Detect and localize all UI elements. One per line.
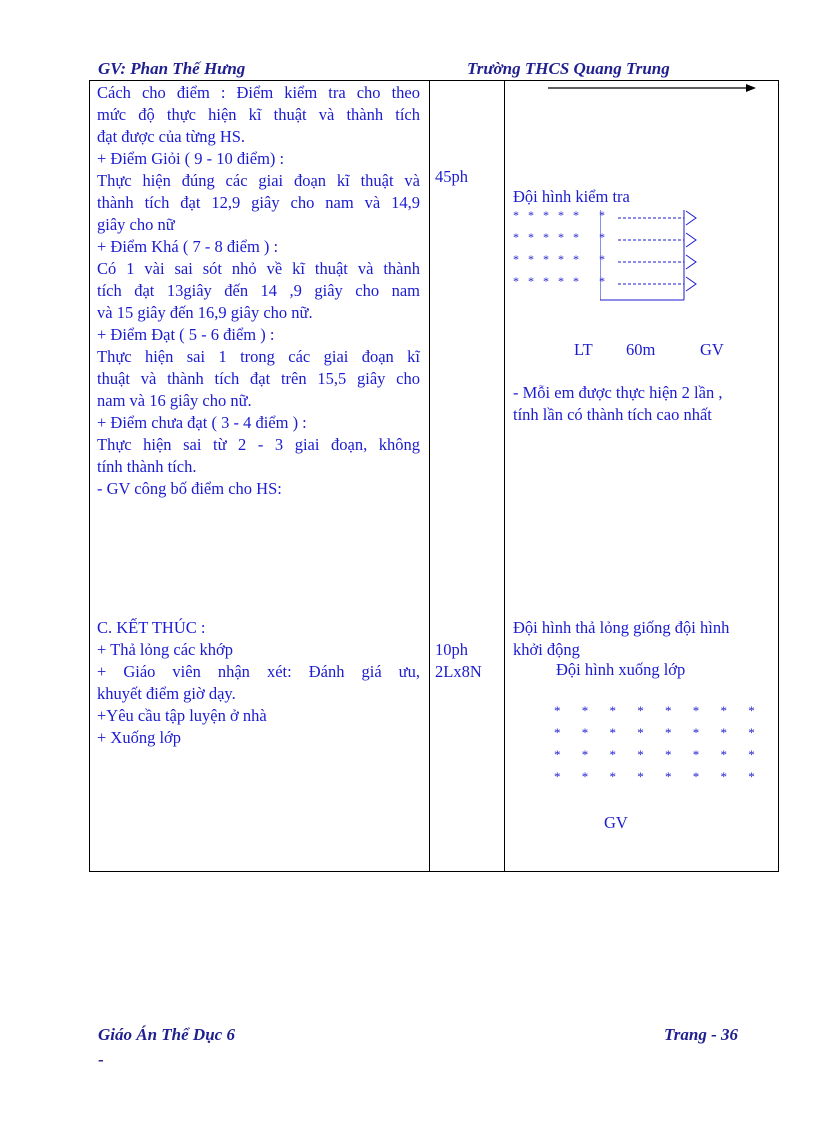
text-line: Thực hiện đúng các giai đoạn kĩ thuật và: [97, 171, 420, 190]
text-line: thuật và thành tích đạt trên 15,5 giây cho: [97, 369, 420, 388]
header-school: Trường THCS Quang Trung: [467, 59, 670, 78]
column-divider-2: [504, 81, 505, 871]
text-line: + Điểm Khá ( 7 - 8 điểm ) :: [97, 237, 279, 256]
footer-title: Giáo Án Thể Dục 6: [98, 1025, 235, 1044]
text-line: tính thành tích.: [97, 457, 197, 476]
formation-row-3: * * * * *: [513, 252, 582, 266]
section-title: C. KẾT THÚC :: [97, 618, 206, 637]
runner-2: *: [599, 230, 608, 244]
formation-title: Đội hình kiểm tra: [513, 187, 630, 206]
text-line: + Điểm Đạt ( 5 - 6 điểm ) :: [97, 325, 275, 344]
text-line: giây cho nữ: [97, 215, 175, 234]
note-line-1: - Mỗi em được thực hiện 2 lần ,: [513, 383, 723, 402]
header-teacher: GV: Phan Thế Hưng: [98, 59, 246, 78]
formation-row-4: * * * * *: [513, 274, 582, 288]
text-line: - GV công bố điểm cho HS:: [97, 479, 282, 498]
dismiss-row-2: * * * * * * * *: [554, 725, 764, 740]
text-line: + Thả lỏng các khớp: [97, 640, 233, 659]
label-lt: LT: [574, 340, 593, 359]
text-line: + Điểm Giỏi ( 9 - 10 điểm) :: [97, 149, 285, 168]
text-line: thành tích đạt 12,9 giây cho nam và 14,9: [97, 193, 420, 212]
text-line: Thực hiện sai 1 trong các giai đoạn kĩ: [97, 347, 420, 366]
conclusion-section: [97, 617, 420, 749]
text-line: +Yêu cầu tập luyện ở nhà: [97, 706, 267, 725]
text-line: Có 1 vài sai sót nhỏ về kĩ thuật và thành: [97, 259, 420, 278]
time-45: 45ph: [435, 167, 468, 186]
relax-line-2: khởi động: [513, 640, 580, 659]
relax-line-1: Đội hình thả lỏng giống đội hình: [513, 618, 730, 637]
text-line: khuyết điểm giờ dạy.: [97, 684, 236, 703]
note-line-2: tính lần có thành tích cao nhất: [513, 405, 712, 424]
runner-1: *: [599, 208, 608, 222]
dismiss-row-3: * * * * * * * *: [554, 747, 764, 762]
text-line: nam và 16 giây cho nữ.: [97, 391, 252, 410]
text-line: + Xuống lớp: [97, 728, 182, 747]
time-10: 10ph: [435, 640, 468, 659]
direction-arrow-icon: [548, 82, 758, 94]
text-line: + Giáo viên nhận xét: Đánh giá ưu,: [97, 662, 420, 681]
runner-3: *: [599, 252, 608, 266]
label-gv-2: GV: [604, 813, 628, 832]
text-line: đạt được của từng HS.: [97, 127, 246, 146]
label-gv: GV: [700, 340, 724, 359]
grading-criteria: [97, 82, 420, 500]
text-line: + Điểm chưa đạt ( 3 - 4 điểm ) :: [97, 413, 307, 432]
footer-dash: -: [98, 1050, 104, 1069]
runner-4: *: [599, 274, 608, 288]
text-line: Cách cho điểm : Điểm kiểm tra cho theo: [97, 83, 420, 102]
dismiss-row-1: * * * * * * * *: [554, 703, 764, 718]
text-line: Thực hiện sai từ 2 - 3 giai đoạn, không: [97, 435, 420, 454]
dismiss-title: Đội hình xuống lớp: [556, 660, 686, 679]
text-line: mức độ thực hiện kĩ thuật và thành tích: [97, 105, 420, 124]
page-number: Trang - 36: [664, 1025, 738, 1044]
text-line: và 15 giây đến 16,9 giây cho nữ.: [97, 303, 313, 322]
formation-row-1: * * * * *: [513, 208, 582, 222]
reps: 2Lx8N: [435, 662, 482, 681]
running-lanes-diagram: [600, 208, 700, 308]
label-distance: 60m: [626, 340, 656, 359]
dismiss-row-4: * * * * * * * *: [554, 769, 764, 784]
column-divider-1: [429, 81, 430, 871]
text-line: tích đạt 13giây đến 14 ,9 giây cho nam: [97, 281, 420, 300]
formation-row-2: * * * * *: [513, 230, 582, 244]
